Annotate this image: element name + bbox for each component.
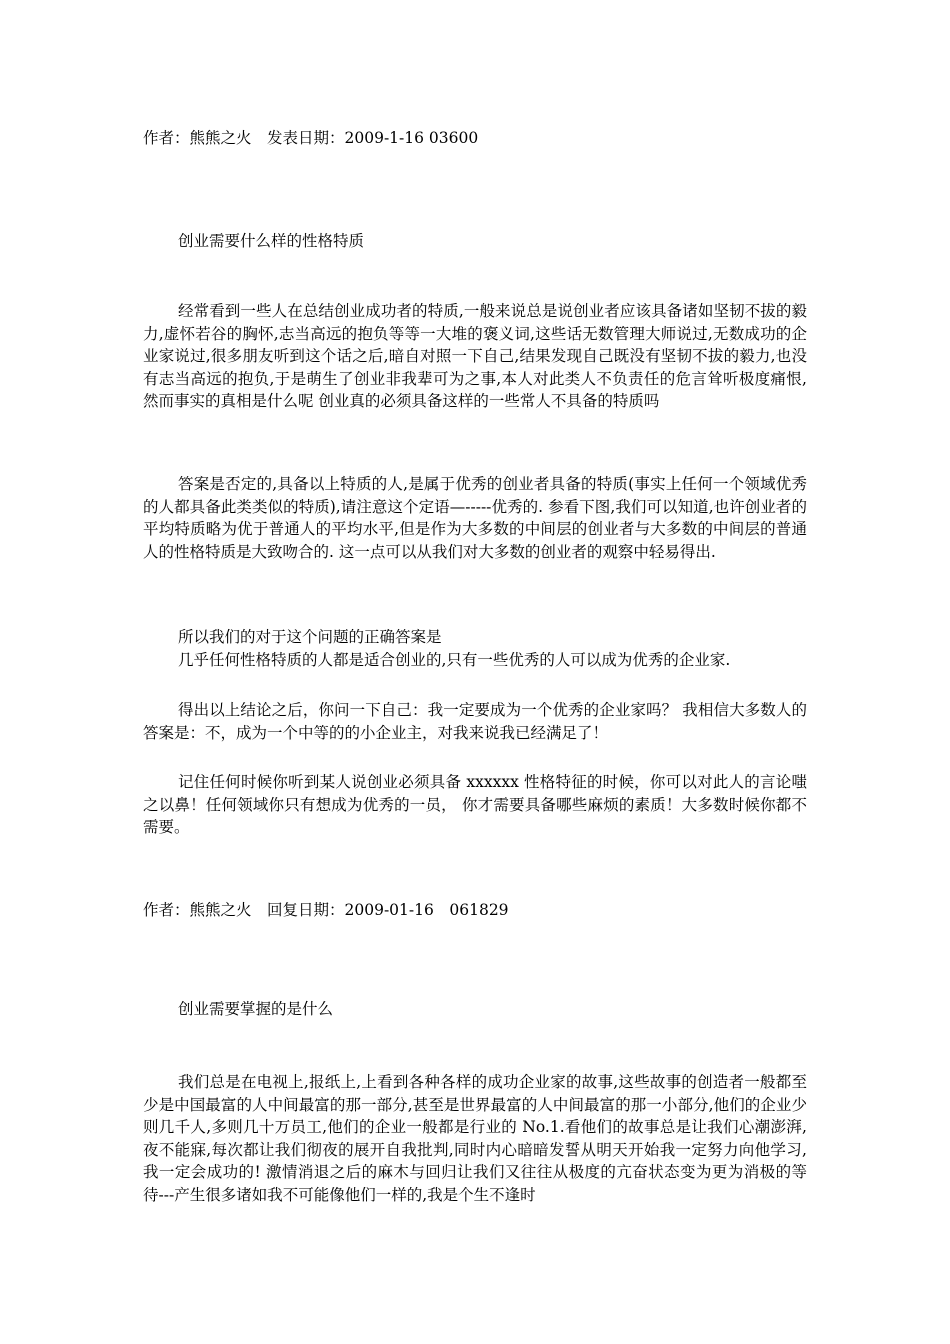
post1-paragraph-4: 得出以上结论之后，你问一下自己：我一定要成为一个优秀的企业家吗？ 我相信大多数人的答案是：不，成为一个中等的的小企业主，对我来说我已经满足了！ xyxy=(143,701,807,742)
post1-meta: 作者：熊熊之火 发表日期：2009-1-16 03600 xyxy=(143,129,479,147)
post1-paragraph-1: 经常看到一些人在总结创业成功者的特质,一般来说总是说创业者应该具备诸如坚韧不拔的毅力,虚怀若谷的胸怀,志当高远的抱负等等一大堆的褒义词,这些话无数管理大师说过,无数成功的企业家说过,很多朋友听到这个话之后,暗自对照一下自己,结果发现自己既没有坚韧不拔的毅力,也没有志当高远的抱负,于是萌生了创业非我辈可为之事,本人对此类人不负责任的危言耸听极度痛恨,然而事实的真相是什么呢 创业真的必须具备这样的一些常人不具备的特质吗 xyxy=(143,302,807,410)
post1-paragraph-5: 记住任何时候你听到某人说创业必须具备 xxxxxx 性格特征的时候，你可以对此人的言论嗤之以鼻！任何领域你只有想成为优秀的一员， 你才需要具备哪些麻烦的素质！大多数时候你都不需要。 xyxy=(143,773,807,836)
post1-paragraph-3-line-1: 所以我们的对于这个问题的正确答案是 xyxy=(178,628,442,646)
post2-paragraph-1: 我们总是在电视上,报纸上,上看到各种各样的成功企业家的故事,这些故事的创造者一般都至少是中国最富的人中间最富的那一部分,甚至是世界最富的人中间最富的那一小部分,他们的企业少则几千人,多则几十万员工,他们的企业一般都是行业的 No.1.看他们的故事总是让我们心潮澎湃,夜不能寐,每次都让我们彻夜的展开自我批判,同时内心暗暗发誓从明天开始我一定努力向他学习,我一定会成功的! 激情消退之后的麻木与回归让我们又往往从极度的亢奋状态变为更为消极的等待---产生很多诸如我不可能像他们一样的,我是个生不逢时 xyxy=(143,1073,807,1204)
post1-paragraph-2: 答案是否定的,具备以上特质的人,是属于优秀的创业者具备的特质(事实上任何一个领域优秀的人都具备此类类似的特质),请注意这个定语—-----优秀的. 参看下图,我们可以知道,也许创业者的平均特质略为优于普通人的平均水平,但是作为大多数的中间层的创业者与大多数的中间层的普通人的性格特质是大致吻合的. 这一点可以从我们对大多数的创业者的观察中轻易得出. xyxy=(143,475,807,561)
post2-meta: 作者：熊熊之火 回复日期：2009-01-16 061829 xyxy=(143,901,509,919)
post2-title: 创业需要掌握的是什么 xyxy=(178,1000,334,1018)
post1-title: 创业需要什么样的性格特质 xyxy=(178,232,365,250)
post1-paragraph-3-line-2: 几乎任何性格特质的人都是适合创业的,只有一些优秀的人可以成为优秀的企业家. xyxy=(178,651,731,669)
